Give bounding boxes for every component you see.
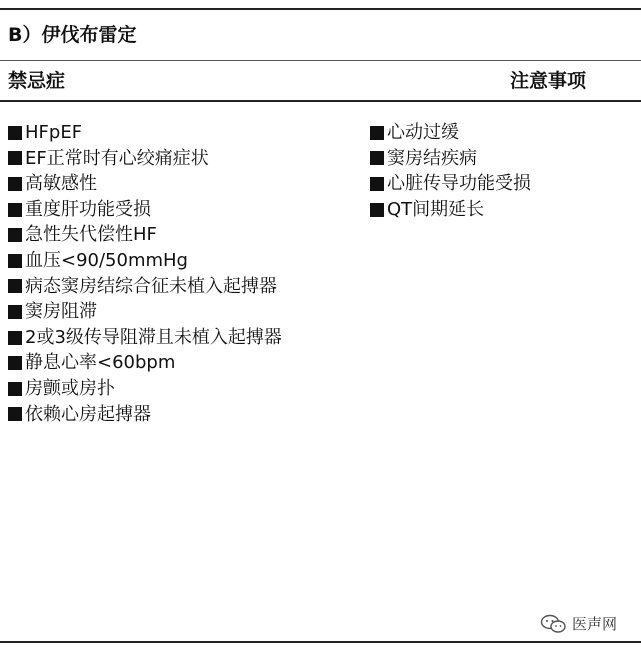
square-bullet-icon — [8, 305, 22, 319]
list-item-text: 2或3级传导阻滞且未植入起搏器 — [25, 326, 282, 348]
list-item-text: 静息心率<60bpm — [25, 352, 176, 374]
wechat-logo-icon — [540, 614, 568, 634]
precautions-header: 注意事项 — [510, 70, 587, 92]
list-item — [370, 120, 531, 146]
list-item — [370, 197, 531, 223]
list-item-text: 血压<90/50mmHg — [25, 249, 188, 271]
list-item-text: QT间期延长 — [387, 198, 485, 220]
list-item — [370, 146, 531, 172]
list-item — [8, 248, 282, 274]
square-bullet-icon — [8, 279, 22, 293]
list-item-text: 病态窦房结综合征未植入起搏器 — [25, 275, 277, 297]
list-item-text: 窦房阻滞 — [25, 301, 97, 323]
list-item-text: 急性失代偿性HF — [25, 224, 157, 246]
list-item — [8, 402, 282, 428]
square-bullet-icon — [370, 203, 384, 217]
square-bullet-icon — [370, 177, 384, 191]
square-bullet-icon — [8, 407, 22, 421]
watermark-text: 医声网 — [572, 615, 618, 633]
precautions-list — [370, 120, 531, 222]
list-item — [8, 376, 282, 402]
square-bullet-icon — [8, 151, 22, 165]
top-rule — [0, 8, 641, 10]
section-title: B）伊伐布雷定 — [8, 24, 137, 46]
list-item-text: 心脏传导功能受损 — [387, 173, 531, 195]
list-item — [8, 222, 282, 248]
header-rule — [0, 100, 641, 102]
square-bullet-icon — [8, 331, 22, 345]
list-item-text: 重度肝功能受损 — [25, 198, 151, 220]
list-item — [8, 350, 282, 376]
contraindications-header: 禁忌症 — [8, 70, 66, 92]
list-item-text: HFpEF — [25, 122, 83, 143]
list-item-text: EF正常时有心绞痛症状 — [25, 147, 209, 169]
title-rule — [0, 60, 641, 61]
bottom-rule — [0, 641, 641, 643]
square-bullet-icon — [370, 151, 384, 165]
square-bullet-icon — [8, 356, 22, 370]
square-bullet-icon — [370, 126, 384, 140]
square-bullet-icon — [8, 228, 22, 242]
list-item-text: 心动过缓 — [387, 122, 459, 143]
square-bullet-icon — [8, 177, 22, 191]
list-item — [8, 325, 282, 351]
square-bullet-icon — [8, 126, 22, 140]
square-bullet-icon — [8, 254, 22, 268]
square-bullet-icon — [8, 382, 22, 396]
list-item — [8, 146, 282, 172]
list-item — [8, 299, 282, 325]
list-item — [8, 197, 282, 223]
list-item — [8, 120, 282, 146]
list-item-text: 高敏感性 — [25, 173, 97, 195]
list-item — [370, 171, 531, 197]
square-bullet-icon — [8, 203, 22, 217]
list-item-text: 依赖心房起搏器 — [25, 403, 151, 425]
contraindications-list — [8, 120, 282, 427]
list-item-text: 窦房结疾病 — [387, 147, 477, 169]
list-item — [8, 171, 282, 197]
list-item — [8, 274, 282, 300]
list-item-text: 房颤或房扑 — [25, 377, 115, 399]
watermark — [540, 613, 617, 634]
